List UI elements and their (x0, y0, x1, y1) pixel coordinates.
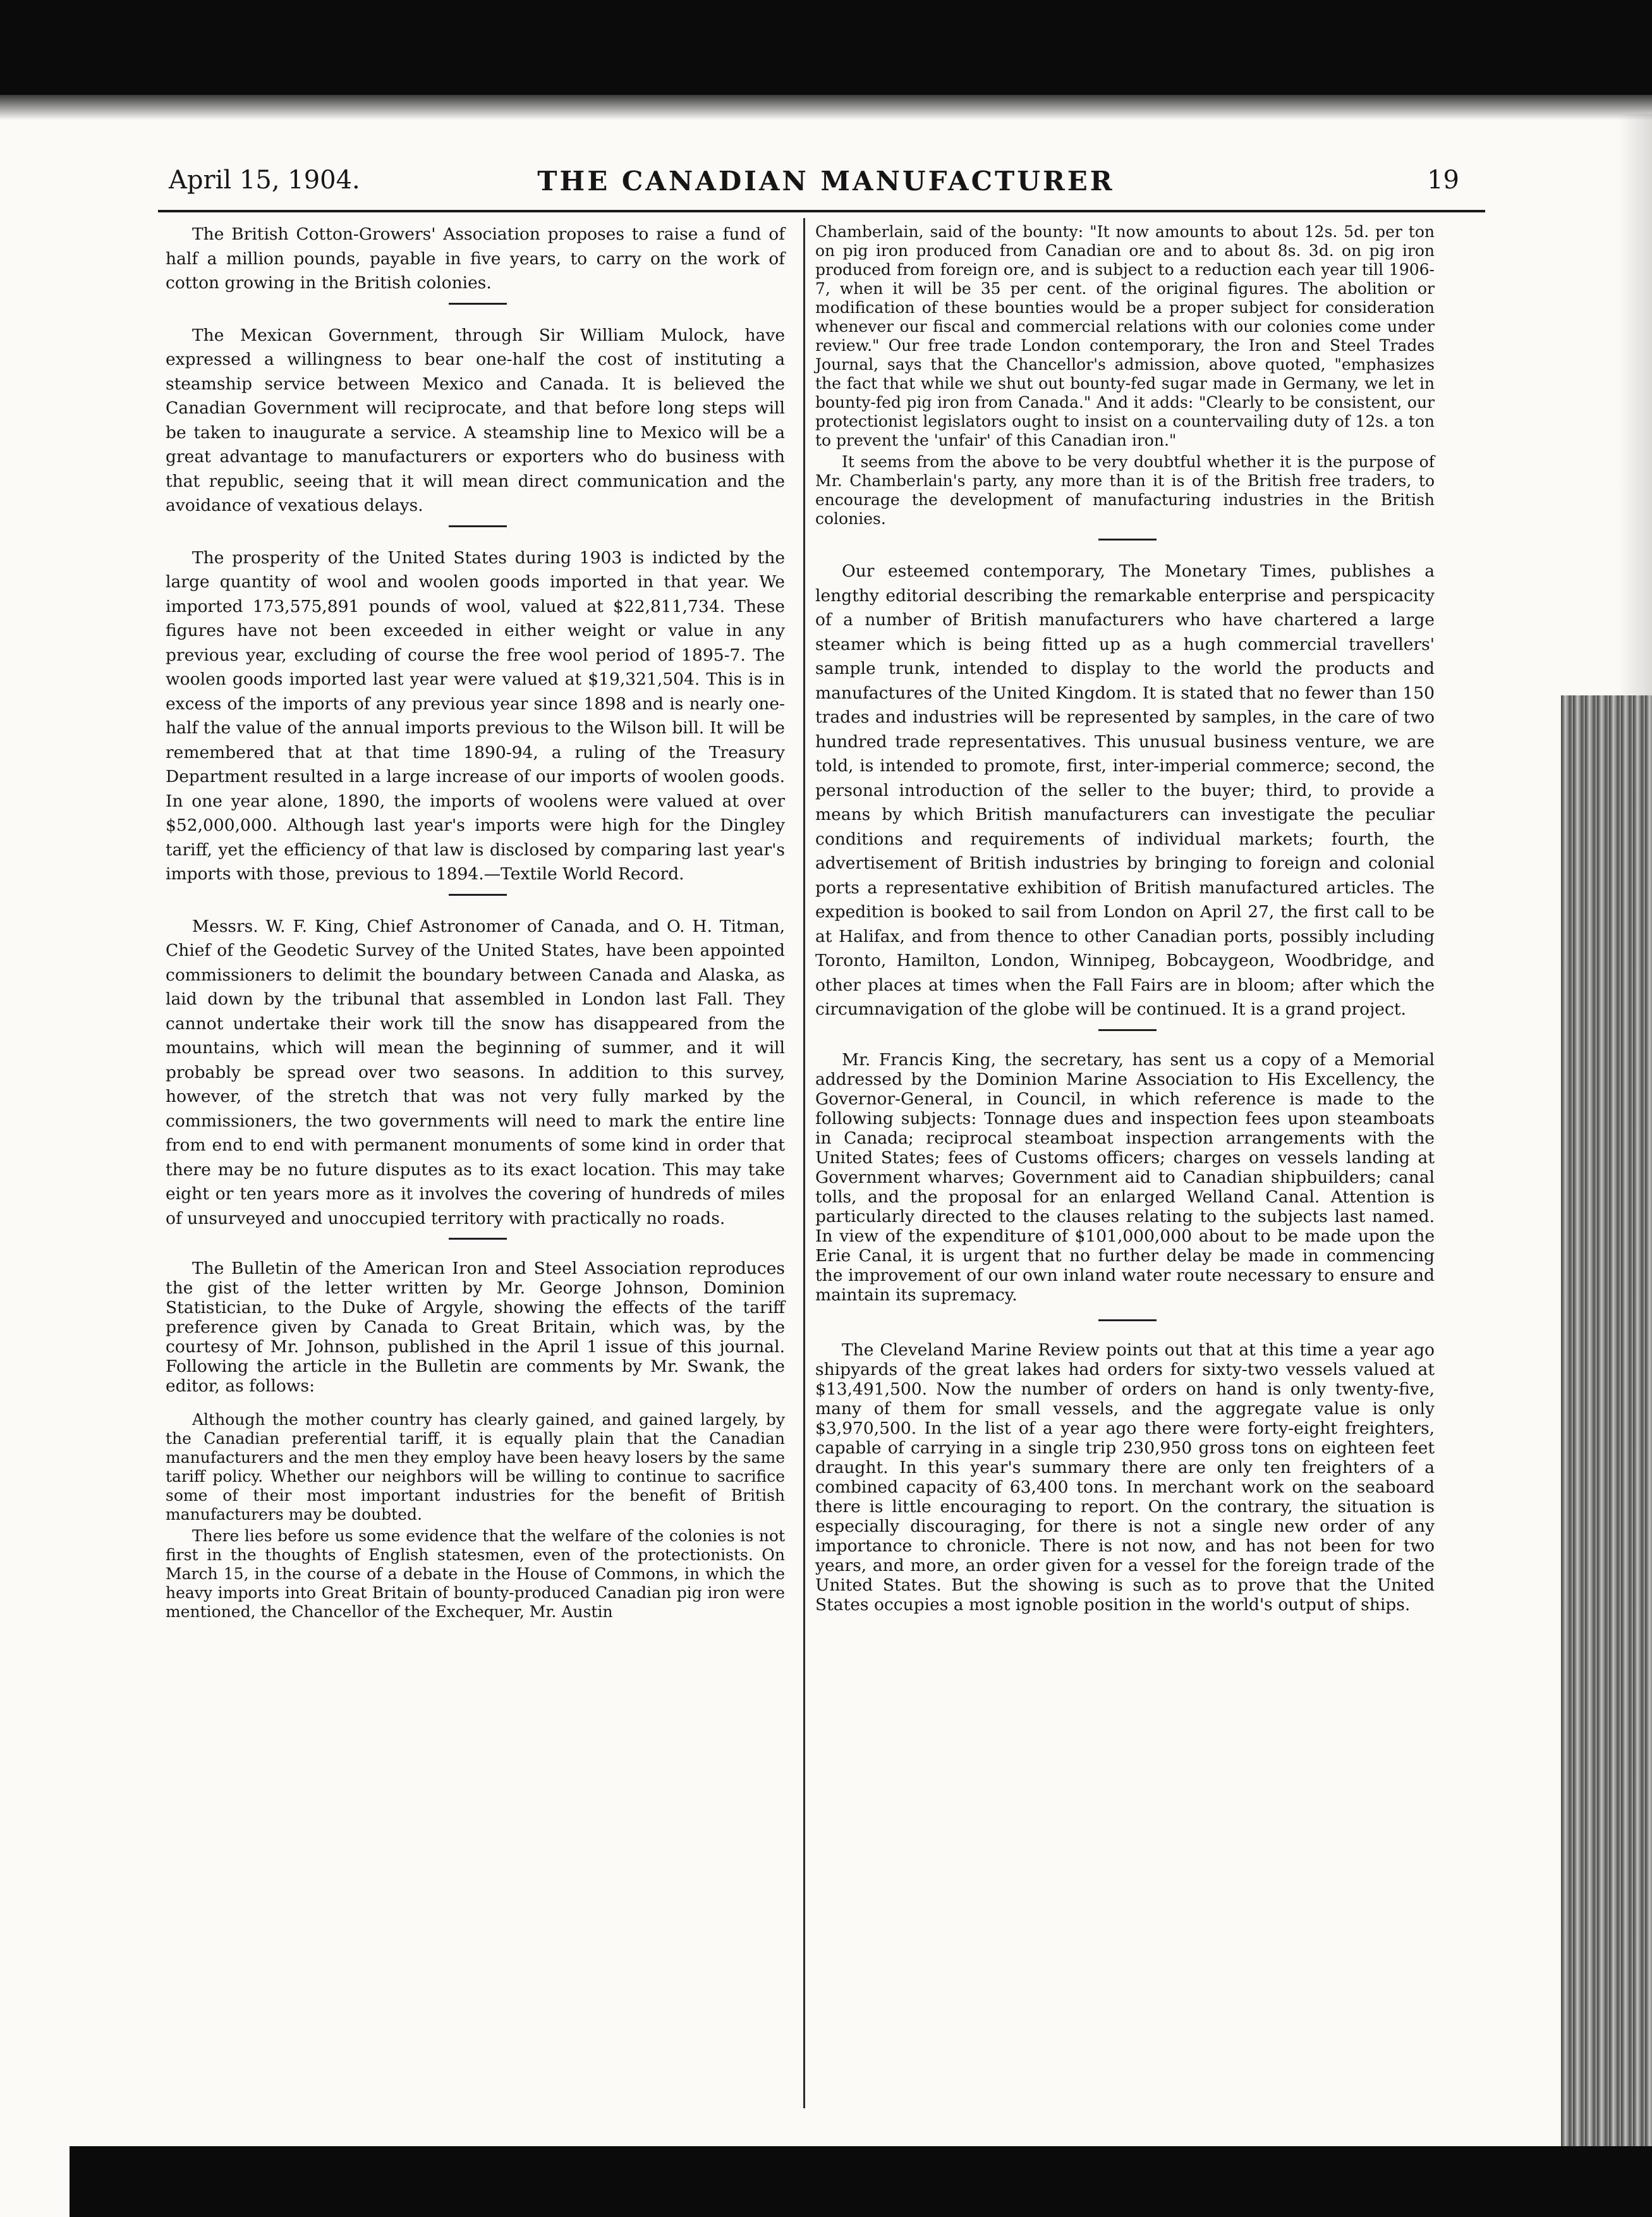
item-cleveland-marine-review: The Cleveland Marine Review points out that at this time a year ago shipyards of the great lakes had orders for sixty-two vessels valued at $13,491,500. Now the number of orders on hand is only twenty-five, many of them for small vessels, and the aggregate value is only $3,970,500. In the list of a year ago there were forty-eight freighters, capable of carrying in a single trip 230,950 gross tons on eighteen feet draught. In this year's summary there are only ten freighters of a combined capacity of 63,400 tons. In merchant work on the seaboard there is little encouraging to report. On the contrary, the situation is especially discouraging, for there is not a single new order of any importance to chronicle. There is not now, and has not been for two years, and more, an order given for a vessel for the foreign trade of the United States. But the showing is such as to prove that the United States occupies a most ignoble position in the world's output of ships. (815, 1340, 1435, 1615)
item-separator (449, 894, 507, 896)
publication-title: THE CANADIAN MANUFACTURER (537, 166, 1115, 197)
scan-shadow-top (0, 95, 1652, 120)
item-separator (449, 303, 507, 305)
quote-chamberlain-bounty: Chamberlain, said of the bounty: "It now amounts to about 12s. 5d. per ton on pig iron produced from Canadian ore and to about 8s. 3d. on pig iron produced from foreign ore, and is subject to a reduction each year till 1906-7, when it will be 35 per cent. of the original figures. The abolition or modification of these bounties would be a proper subject for consideration whenever our fiscal and commercial relations with our colonies come under review." Our free trade London contemporary, the Iron and Steel Trades Journal, says that the Chancellor's admission, above quoted, "emphasizes the fact that while we shut out bounty-fed sugar made in Germany, we let in bounty-fed pig iron from Canada." And it adds: "Clearly to be consistent, our protectionist legislators ought to insist on a countervailing duty of 12s. a ton to prevent the 'unfair' of this Canadian iron." (815, 223, 1435, 449)
item-cotton-growers: The British Cotton-Growers' Association proposes to raise a fund of half a million pounds, payable in five years, to carry on the work of cotton growing in the British colonies. (166, 224, 785, 293)
right-column (815, 223, 1435, 1629)
item-marine-association-memorial: Mr. Francis King, the secretary, has sent us a copy of a Memorial addressed by the Dominion Marine Association to His Excellency, the Governor-General, in Council, in which reference is made to the following subjects: Tonnage dues and inspection fees upon steamboats in Canada; reciprocal steamboat inspection arrangements with the United States; fees of Customs officers; charges on vessels landing at Government wharves; Government aid to Canadian shipbuilders; canal tolls, and the proposal for an enlarged Welland Canal. Attention is particularly directed to the clauses relating to the subjects last named. In view of the expenditure of $101,000,000 about to be made upon the Erie Canal, it is urgent that no further delay be made in commencing the improvement of our own inland water route necessary to ensure and maintain its supremacy. (815, 1049, 1435, 1305)
item-mexico-steamship: The Mexican Government, through Sir William Mulock, have expressed a willingness to bear one-half the cost of instituting a steamship service between Mexico and Canada. It is believed the Canadian Government will reciprocate, and that before long steps will be taken to inaugurate a service. A steamship line to Mexico will be a great advantage to manufacturers or exporters who do business with that republic, seeing that it will mean direct communication and the avoidance of vexatious delays. (166, 325, 785, 515)
scan-binding-edge (1561, 695, 1652, 2146)
item-separator (1098, 1029, 1157, 1031)
page-number: 19 (1427, 166, 1459, 195)
scan-border-top (0, 0, 1652, 95)
item-wool-imports: The prosperity of the United States during 1903 is indicted by the large quantity of wool and woolen goods imported in that year. We imported 173,575,891 pounds of wool, valued at $22,811,734. These figures have not been exceeded in either weight or value in any previous year, excluding of course the free wool period of 1895-7. The woolen goods imported last year were valued at $19,321,504. This is in excess of the imports of any previous year since 1898 and is nearly one-half the value of the annual imports previous to the Wilson bill. It will be remembered that at that time 1890-94, a ruling of the Treasury Department resulted in a large increase of our imports of woolen goods. In one year alone, 1890, the imports of woolens were valued at over $52,000,000. Although last year's imports were high for the Dingley tariff, yet the efficiency of that law is disclosed by comparing last year's imports with those, previous to 1894.—Textile World Record. (166, 547, 785, 884)
item-british-sample-steamer: Our esteemed contemporary, The Monetary Times, publishes a lengthy editorial describing the remarkable enterprise and perspicacity of a number of British manufacturers who have chartered a large steamer which is being fitted up as a hugh commercial travellers' sample trunk, intended to display to the world the products and manufactures of the United Kingdom. It is stated that no fewer than 150 trades and industries will be represented by samples, in the care of two hundred trade representatives. This unusual business venture, we are told, is intended to promote, first, inter-imperial commerce; second, the personal introduction of the seller to the buyer; third, to provide a means by which British manufacturers can investigate the peculiar conditions and requirements of individual markets; fourth, the advertisement of British industries by bringing to foreign and colonial ports a representative exhibition of British manufactured articles. The expedition is booked to sail from London on April 27, the first call to be at Halifax, and from thence to other Canadian ports, possibly including Toronto, Hamilton, London, Winnipeg, Bobcaygeon, Woodbridge, and other places at times when the Fall Fairs are in bloom; after which the circumnavigation of the globe will be continued. It is a grand project. (815, 561, 1435, 1019)
header-rule (158, 210, 1485, 212)
quote-colonies-welfare: There lies before us some evidence that the welfare of the colonies is not first in the thoughts of English statesmen, even of the protectionists. On March 15, in the course of a debate in the House of Commons, in which the heavy imports into Great Britain of bounty-produced Canadian pig iron were mentioned, the Chancellor of the Exchequer, Mr. Austin (166, 1527, 785, 1621)
quote-chamberlain-party: It seems from the above to be very doubtful whether it is the purpose of Mr. Chamberlain's party, any more than it is of the British free traders, to encourage the development of manufacturing industries in the British colonies. (815, 453, 1435, 528)
item-separator (1098, 1319, 1157, 1321)
scan-shadow-right (1618, 114, 1652, 695)
item-iron-steel-bulletin: The Bulletin of the American Iron and Steel Association reproduces the gist of the letter written by Mr. George Johnson, Dominion Statistician, to the Duke of Argyle, showing the effects of the tariff preference given by Canada to Great Britain, which was, by the courtesy of Mr. Johnson, published in the April 1 issue of this journal. Following the article in the Bulletin are comments by Mr. Swank, the editor, as follows: (166, 1259, 785, 1396)
issue-date: April 15, 1904. (169, 166, 360, 195)
quote-preferential-tariff: Although the mother country has clearly gained, and gained largely, by the Canadian preferential tariff, it is equally plain that the Canadian manufacturers and the men they employ have been heavy losers by the same tariff policy. Whether our neighbors will be willing to continue to sacrifice some of their most important industries for the benefit of British manufacturers may be doubted. (166, 1410, 785, 1524)
column-divider (803, 218, 805, 2108)
item-alaska-boundary: Messrs. W. F. King, Chief Astronomer of Canada, and O. H. Titman, Chief of the Geodetic Survey of the United States, have been appointed commissioners to delimit the boundary between Canada and Alaska, as laid down by the tribunal that assembled in London last Fall. They cannot undertake their work till the snow has disappeared from the mountains, which will mean the beginning of summer, and it will probably be spread over two seasons. In addition to this survey, however, of the stretch that was not very fully marked by the commissioners, the two governments will need to mark the entire line from end to end with permanent monuments of some kind in order that there may be no future disputes as to its exact location. This may take eight or ten years more as it involves the covering of hundreds of miles of unsurveyed and unoccupied territory with practically no roads. (166, 916, 785, 1228)
item-separator (449, 525, 507, 527)
item-separator (1098, 539, 1157, 541)
scan-border-bottom (70, 2146, 1652, 2217)
item-separator (449, 1238, 507, 1240)
left-column (166, 223, 785, 1624)
